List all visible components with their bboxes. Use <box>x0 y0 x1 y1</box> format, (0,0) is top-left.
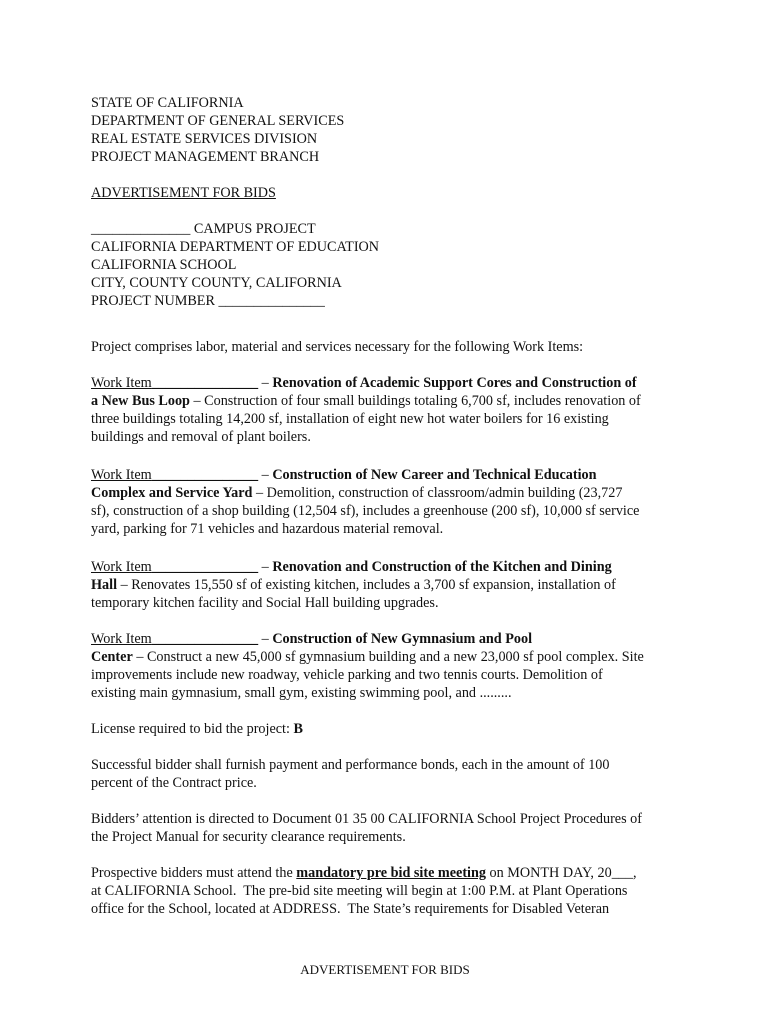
page-footer: ADVERTISEMENT FOR BIDS <box>300 962 470 977</box>
work-item-desc-line: improvements include new roadway, vehicle parking and two tennis courts. Demolition of <box>91 667 603 683</box>
security-paragraph <box>91 810 691 846</box>
meeting-pre: Prospective bidders must attend the <box>91 865 297 881</box>
work-item-heading <box>91 558 691 576</box>
bonds-line: percent of the Contract price. <box>91 775 257 791</box>
mandatory-meeting-emphasis: mandatory pre bid site meeting <box>296 865 486 881</box>
work-item-desc: – Construct a new 45,000 sf gymnasium building and a new 23,000 sf pool complex. Site <box>132 649 644 665</box>
meeting-line <box>91 864 691 882</box>
campus-blank: ______________ <box>91 221 191 237</box>
meeting-line: office for the School, located at ADDRESS. The State’s requirements for Disabled Veteran <box>91 901 610 917</box>
location-line: CITY, COUNTY COUNTY, CALIFORNIA <box>91 275 342 291</box>
campus-project-line <box>91 220 691 238</box>
work-item-title-cont: a New Bus Loop <box>91 393 190 409</box>
work-item-desc: – Construction of four small buildings totaling 6,700 sf, includes renovation of <box>189 393 641 409</box>
project-number-blank: _______________ <box>218 293 325 309</box>
work-item-heading <box>91 374 691 392</box>
project-number-label: PROJECT NUMBER <box>91 293 215 309</box>
intro-paragraph: Project comprises labor, material and services necessary for the following Work Items: <box>91 339 584 355</box>
work-item-desc-line: sf), construction of a shop building (12,504 sf), includes a greenhouse (200 sf), 10,000 sf service <box>91 503 640 519</box>
work-item-title: Renovation of Academic Support Cores and Construction of <box>272 375 637 391</box>
header-line-state: STATE OF CALIFORNIA <box>91 95 244 111</box>
work-item-desc-line: existing main gymnasium, small gym, existing swimming pool, and ......... <box>91 685 512 701</box>
advertisement-title: ADVERTISEMENT FOR BIDS <box>91 185 276 201</box>
work-item-title: Construction of New Gymnasium and Pool <box>272 631 533 647</box>
work-item-desc-line: three buildings totaling 14,200 sf, installation of eight new hot water boilers for 16 existing <box>91 411 609 427</box>
header-line-division: REAL ESTATE SERVICES DIVISION <box>91 131 318 147</box>
meeting-line: at CALIFORNIA School. The pre-bid site meeting will begin at 1:00 P.M. at Plant Operations <box>91 883 628 899</box>
security-line: Bidders’ attention is directed to Document 01 35 00 CALIFORNIA School Project Procedures of <box>91 811 642 827</box>
project-info <box>91 220 691 310</box>
header-line-branch: PROJECT MANAGEMENT BRANCH <box>91 149 320 165</box>
work-item-label: Work Item_______________ <box>91 467 259 483</box>
meeting-paragraph <box>91 864 691 918</box>
document-body <box>91 94 691 918</box>
work-item-title-cont: Center <box>91 649 133 665</box>
work-item-title: Renovation and Construction of the Kitchen and Dining <box>272 559 612 575</box>
work-item-desc-line: buildings and removal of plant boilers. <box>91 429 311 445</box>
project-number-line <box>91 292 691 310</box>
work-item <box>91 466 691 538</box>
work-item-title-cont: Hall <box>91 577 118 593</box>
meeting-post: on MONTH DAY, 20___, <box>485 865 637 881</box>
work-item <box>91 630 691 702</box>
work-item-heading <box>91 630 691 648</box>
bonds-paragraph <box>91 756 691 792</box>
security-line: the Project Manual for security clearance requirements. <box>91 829 406 845</box>
work-item-desc-line <box>91 392 691 410</box>
work-item-desc: – Demolition, construction of classroom/admin building (23,727 <box>252 485 623 501</box>
license-class: B <box>293 721 303 737</box>
work-item-desc-line <box>91 484 691 502</box>
license-text: License required to bid the project: <box>91 721 294 737</box>
work-item-desc: – Renovates 15,550 sf of existing kitchen, includes a 3,700 sf expansion, installation of <box>117 577 616 593</box>
bonds-line: Successful bidder shall furnish payment and performance bonds, each in the amount of 100 <box>91 757 610 773</box>
work-item-title: Construction of New Career and Technical Education <box>272 467 597 483</box>
work-item-desc-line: yard, parking for 71 vehicles and hazardous material removal. <box>91 521 444 537</box>
header-line-department: DEPARTMENT OF GENERAL SERVICES <box>91 113 345 129</box>
work-item-dash: – <box>258 467 273 483</box>
work-item-label: Work Item_______________ <box>91 631 259 647</box>
work-item-desc-line <box>91 648 691 666</box>
work-item-label: Work Item_______________ <box>91 559 259 575</box>
work-item-heading <box>91 466 691 484</box>
campus-project-label: CAMPUS PROJECT <box>193 221 316 237</box>
agency-header <box>91 94 691 166</box>
work-item-dash: – <box>258 631 273 647</box>
work-item-title-cont: Complex and Service Yard <box>91 485 253 501</box>
work-item-desc-line <box>91 576 691 594</box>
work-item-dash: – <box>258 559 273 575</box>
school-line: CALIFORNIA SCHOOL <box>91 257 237 273</box>
work-item-dash: – <box>258 375 273 391</box>
work-item-desc-line: temporary kitchen facility and Social Hall building upgrades. <box>91 595 439 611</box>
work-item-label: Work Item_______________ <box>91 375 259 391</box>
department-line: CALIFORNIA DEPARTMENT OF EDUCATION <box>91 239 380 255</box>
license-line <box>91 720 691 738</box>
work-item <box>91 558 691 612</box>
work-item <box>91 374 691 446</box>
